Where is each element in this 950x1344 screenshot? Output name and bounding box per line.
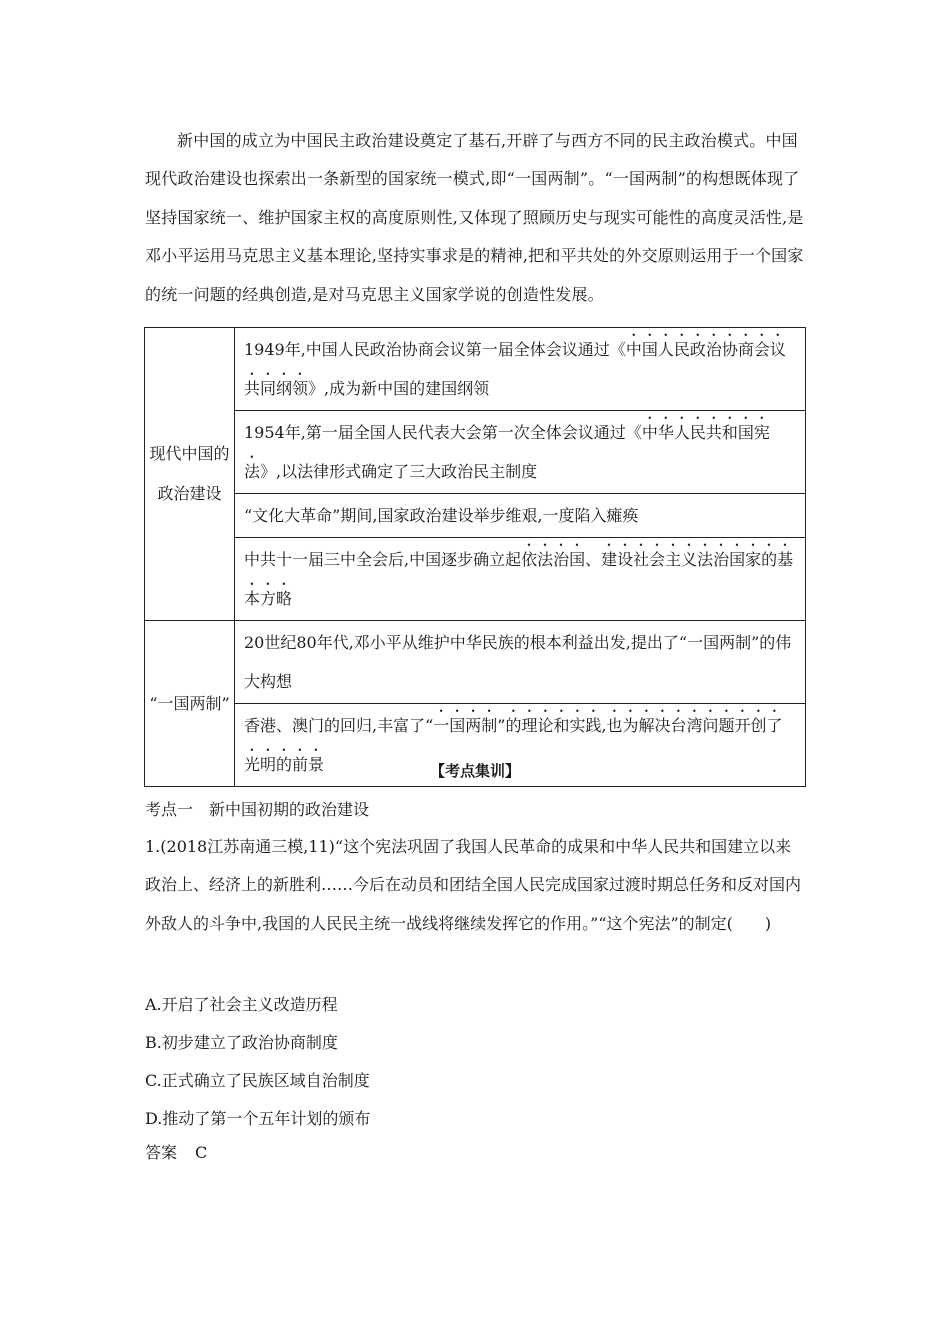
option-a: A.开启了社会主义改造历程 — [145, 995, 338, 1014]
emphasis-text: “一国两制”的理论和实践,也为解决台湾问题开创了光明的前景 — [244, 716, 783, 774]
emphasis-text: 《中华人民共和国宪法》 — [244, 423, 770, 481]
emphasis-text: 依法治国、建设社会主义法治国家的基本方略 — [244, 550, 794, 608]
table-cell: 香港、澳门的回归,丰富了“一国两制”的理论和实践,也为解决台湾问题开创了光明的前景 — [235, 704, 806, 787]
table-row — [145, 621, 806, 704]
table-cell: 20世纪80年代,邓小平从维护中华民族的根本利益出发,提出了“一国两制”的伟大构想 — [235, 621, 806, 704]
option-d: D.推动了第一个五年计划的颁布 — [145, 1109, 371, 1128]
table-cell: 1949年,中国人民政治协商会议第一届全体会议通过《中国人民政治协商会议共同纲领》,成为新中国的建国纲领 — [235, 328, 806, 411]
intro-paragraph: 新中国的成立为中国民主政治建设奠定了基石,开辟了与西方不同的民主政治模式。中国现代政治建设也探索出一条新型的国家统一模式,即“一国两制”。“一国两制”的构想既体现了坚持国家统一、维护国家主权的高度原则性,又体现了照顾历史与现实可能性的高度灵活性,是邓小平运用马克思主义基本理论,坚持实事求是的精神,把和平共处的外交原则运用于一个国家的统一问题的经典创造,是对马克思主义国家学说的创造性发展。 — [145, 131, 804, 304]
section-title: 【考点集训】 — [429, 762, 520, 780]
category-cell: 现代中国的政治建设 — [145, 328, 235, 621]
table-row — [145, 411, 806, 494]
table-cell: 中共十一届三中全会后,中国逐步确立起依法治国、建设社会主义法治国家的基本方略 — [235, 538, 806, 621]
answer-value: C — [195, 1143, 208, 1162]
answer-label: 答案 — [145, 1143, 178, 1162]
category-cell: “一国两制” — [145, 621, 235, 787]
option-list — [145, 986, 370, 1138]
option-b: B.初步建立了政治协商制度 — [145, 1033, 338, 1052]
answer-line — [145, 1140, 207, 1163]
table-cell: 1954年,第一届全国人民代表大会第一次全体会议通过《中华人民共和国宪法》,以法律形式确定了三大政治民主制度 — [235, 411, 806, 494]
emphasis-text: 《中国人民政治协商会议共同纲领》 — [244, 340, 786, 398]
table-row — [145, 328, 806, 411]
topic-number: 考点一 — [145, 800, 194, 819]
option-c: C.正式确立了民族区域自治制度 — [145, 1071, 370, 1090]
table-row — [145, 494, 806, 538]
topic-title: 新中国初期的政治建设 — [209, 800, 370, 819]
table-cell: “文化大革命”期间,国家政治建设举步维艰,一度陷入瘫痪 — [235, 494, 806, 538]
summary-table — [144, 327, 806, 787]
topic-heading — [145, 797, 369, 820]
question-stem: 1.(2018江苏南通三模,11)“这个宪法巩固了我国人民革命的成果和中华人民共和国建立以来政治上、经济上的新胜利……今后在动员和团结全国人民完成国家过渡时期总任务和反对国内外敌人的斗争中,我国的人民民主统一战线将继续发挥它的作用。”“这个宪法”的制定( ) — [145, 837, 802, 933]
table-row — [145, 538, 806, 621]
